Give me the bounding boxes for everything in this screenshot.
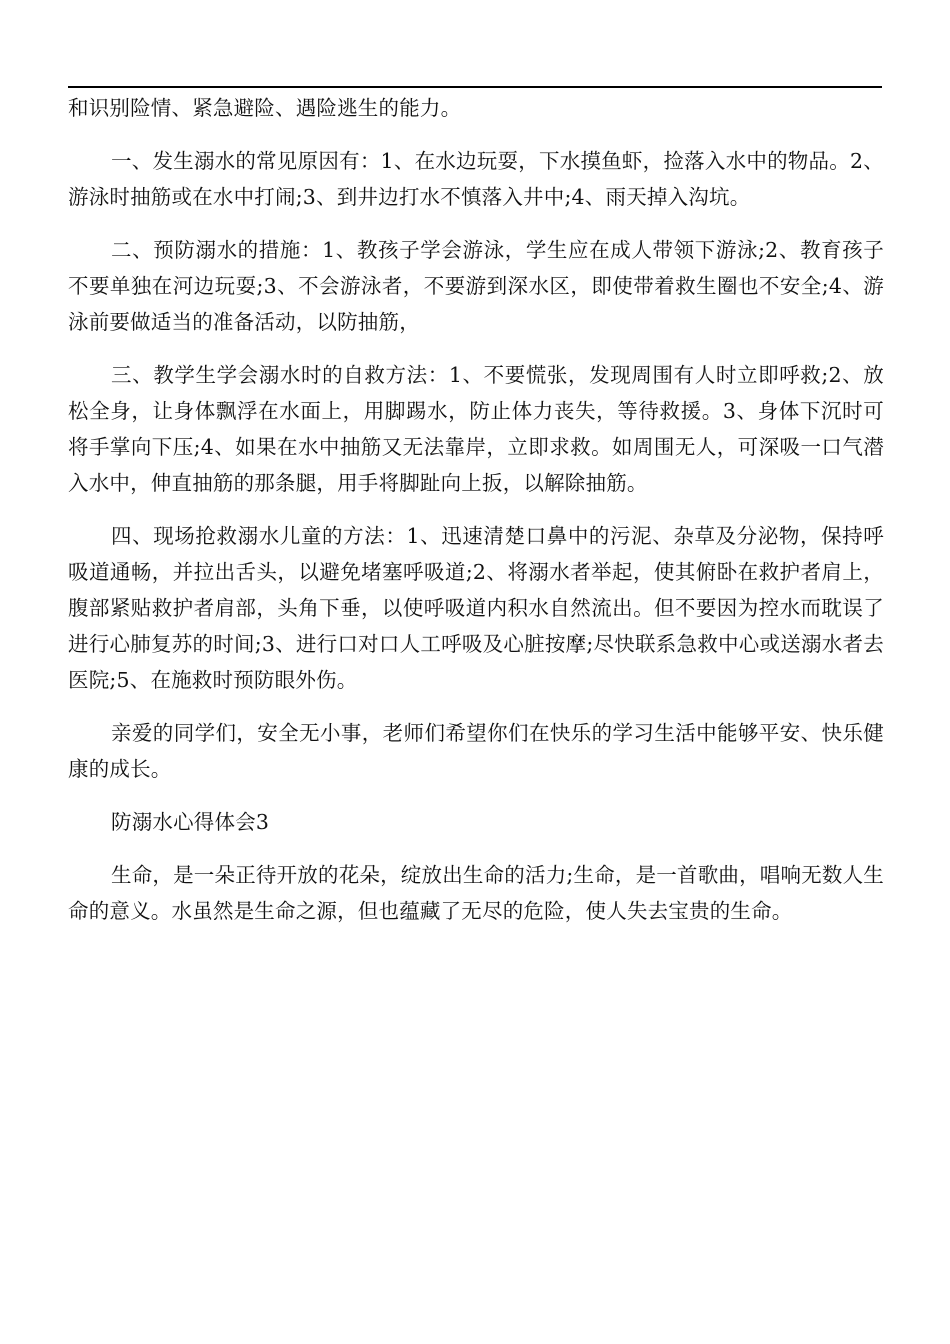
paragraph-continuation: 和识别险情、紧急避险、遇险逃生的能力。 bbox=[68, 96, 462, 120]
header-rule bbox=[68, 86, 882, 88]
paragraph-causes: 一、发生溺水的常见原因有：1、在水边玩耍，下水摸鱼虾，捡落入水中的物品。2、游泳时抽筋或在水中打闹;3、到井边打水不慎落入井中;4、雨天掉入沟坑。 bbox=[68, 149, 884, 209]
paragraph-closing: 亲爱的同学们，安全无小事，老师们希望你们在快乐的学习生活中能够平安、快乐健康的成长。 bbox=[68, 721, 884, 781]
section-heading: 防溺水心得体会3 bbox=[111, 810, 270, 834]
paragraph-life: 生命，是一朵正待开放的花朵，绽放出生命的活力;生命，是一首歌曲，唱响无数人生命的意义。水虽然是生命之源，但也蕴藏了无尽的危险，使人失去宝贵的生命。 bbox=[68, 863, 885, 923]
document-body bbox=[68, 90, 884, 946]
paragraph-self-rescue: 三、教学生学会溺水时的自救方法：1、不要慌张，发现周围有人时立即呼救;2、放松全身，让身体飘浮在水面上，用脚踢水，防止体力丧失，等待救援。3、身体下沉时可将手掌向下压;4、如果在水中抽筋又无法靠岸，立即求救。如周围无人，可深吸一口气潜入水中，伸直抽筋的那条腿，用手将脚趾向上扳，以解除抽筋。 bbox=[68, 363, 884, 495]
paragraph-prevention: 二、预防溺水的措施：1、教孩子学会游泳，学生应在成人带领下游泳;2、教育孩子不要单独在河边玩耍;3、不会游泳者，不要游到深水区，即使带着救生圈也不安全;4、游泳前要做适当的准备活动，以防抽筋， bbox=[68, 238, 884, 334]
paragraph-first-aid: 四、现场抢救溺水儿童的方法：1、迅速清楚口鼻中的污泥、杂草及分泌物，保持呼吸道通畅，并拉出舌头，以避免堵塞呼吸道;2、将溺水者举起，使其俯卧在救护者肩上，腹部紧贴救护者肩部，头角下垂，以使呼吸道内积水自然流出。但不要因为控水而耽误了进行心肺复苏的时间;3、进行口对口人工呼吸及心脏按摩;尽快联系急救中心或送溺水者去医院;5、在施救时预防眼外伤。 bbox=[68, 524, 884, 692]
